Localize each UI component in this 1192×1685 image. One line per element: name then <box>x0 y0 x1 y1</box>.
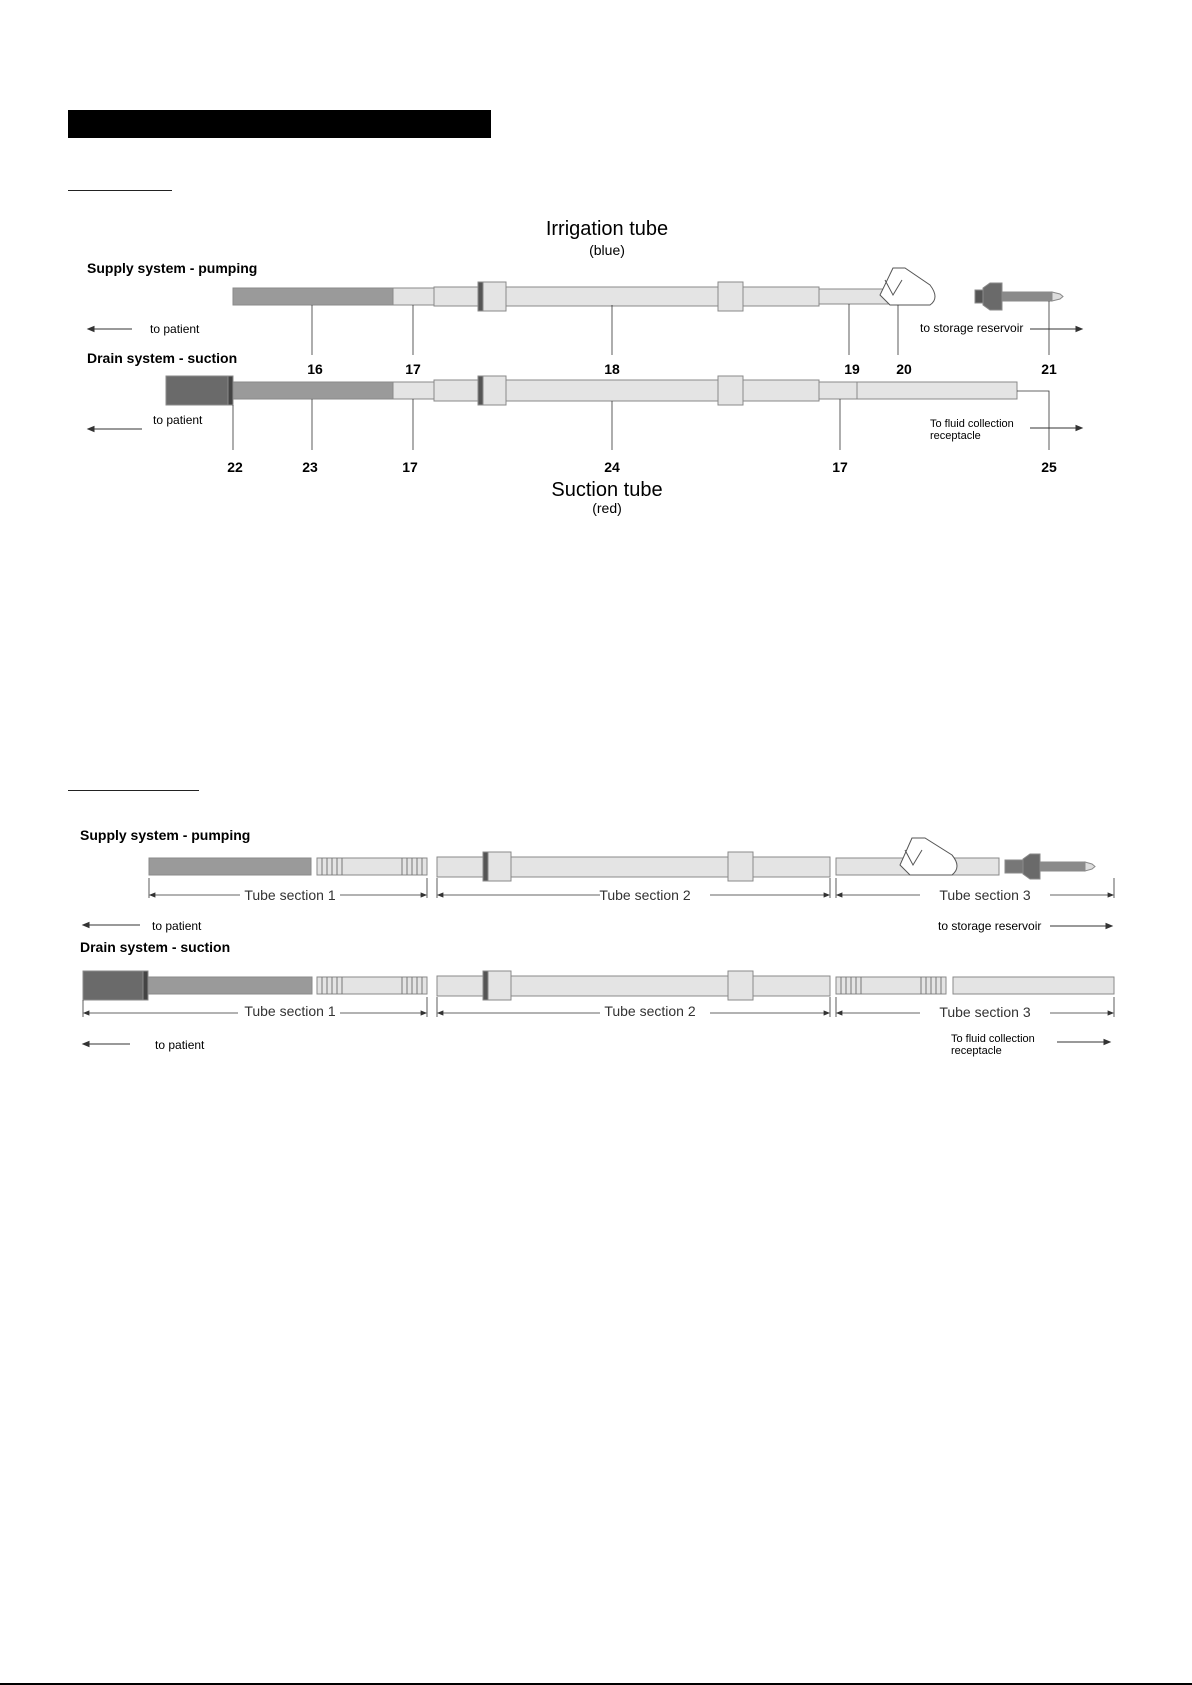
callout-25: 25 <box>1041 459 1057 475</box>
supply-to-patient-fig2: to patient <box>152 919 202 933</box>
drain-tube-section-3: Tube section 3 <box>939 1004 1031 1020</box>
callout-17-supply: 17 <box>405 361 421 377</box>
irrigation-tube-subheading: (blue) <box>589 242 625 258</box>
callout-17-drain-left: 17 <box>402 459 418 475</box>
figure-1-label-rule <box>68 190 172 191</box>
drain-tube-sections <box>83 971 1114 1000</box>
supply-tube-sections <box>149 838 1095 881</box>
supply-to-storage-reservoir: to storage reservoir <box>920 321 1024 335</box>
drain-tube-section-1: Tube section 1 <box>244 1003 336 1019</box>
figure-2-label-rule <box>68 790 199 791</box>
drain-to-patient: to patient <box>153 413 203 427</box>
drain-to-fluid-collection-fig2-line2: receptacle <box>951 1045 1002 1057</box>
suction-tube-subheading: (red) <box>592 500 622 516</box>
figure-2-diagram <box>0 815 1192 1065</box>
supply-system-label: Supply system - pumping <box>87 260 258 276</box>
supply-tube-section-1: Tube section 1 <box>244 887 336 903</box>
drain-to-patient-fig2: to patient <box>155 1038 205 1052</box>
figure-1-diagram <box>0 210 1192 520</box>
supply-to-storage-reservoir-fig2: to storage reservoir <box>938 919 1042 933</box>
irrigation-tube-heading: Irrigation tube <box>545 218 669 240</box>
supply-to-patient: to patient <box>150 322 200 336</box>
title-bar <box>68 110 491 138</box>
callout-17-drain-right: 17 <box>832 459 848 475</box>
drain-system-label-fig2: Drain system - suction <box>80 939 231 955</box>
callout-24: 24 <box>604 459 620 475</box>
supply-tube <box>233 268 1063 311</box>
supply-system-label-fig2: Supply system - pumping <box>80 827 251 843</box>
callout-22: 22 <box>227 459 243 475</box>
drain-to-fluid-collection-line1: To fluid collection <box>930 418 1014 430</box>
drain-to-fluid-collection-line2: receptacle <box>930 430 981 442</box>
drain-tube <box>166 376 1017 405</box>
supply-tube-section-3: Tube section 3 <box>939 887 1031 903</box>
suction-tube-heading: Suction tube <box>551 479 663 501</box>
drain-to-fluid-collection-fig2-line1: To fluid collection <box>951 1033 1035 1045</box>
callout-23: 23 <box>302 459 318 475</box>
callout-20: 20 <box>896 361 912 377</box>
callout-21: 21 <box>1041 361 1057 377</box>
drain-system-label: Drain system - suction <box>87 350 238 366</box>
callout-18: 18 <box>604 361 620 377</box>
drain-tube-section-2: Tube section 2 <box>604 1003 696 1019</box>
callout-16: 16 <box>307 361 323 377</box>
supply-tube-section-2: Tube section 2 <box>599 887 691 903</box>
callout-19: 19 <box>844 361 860 377</box>
